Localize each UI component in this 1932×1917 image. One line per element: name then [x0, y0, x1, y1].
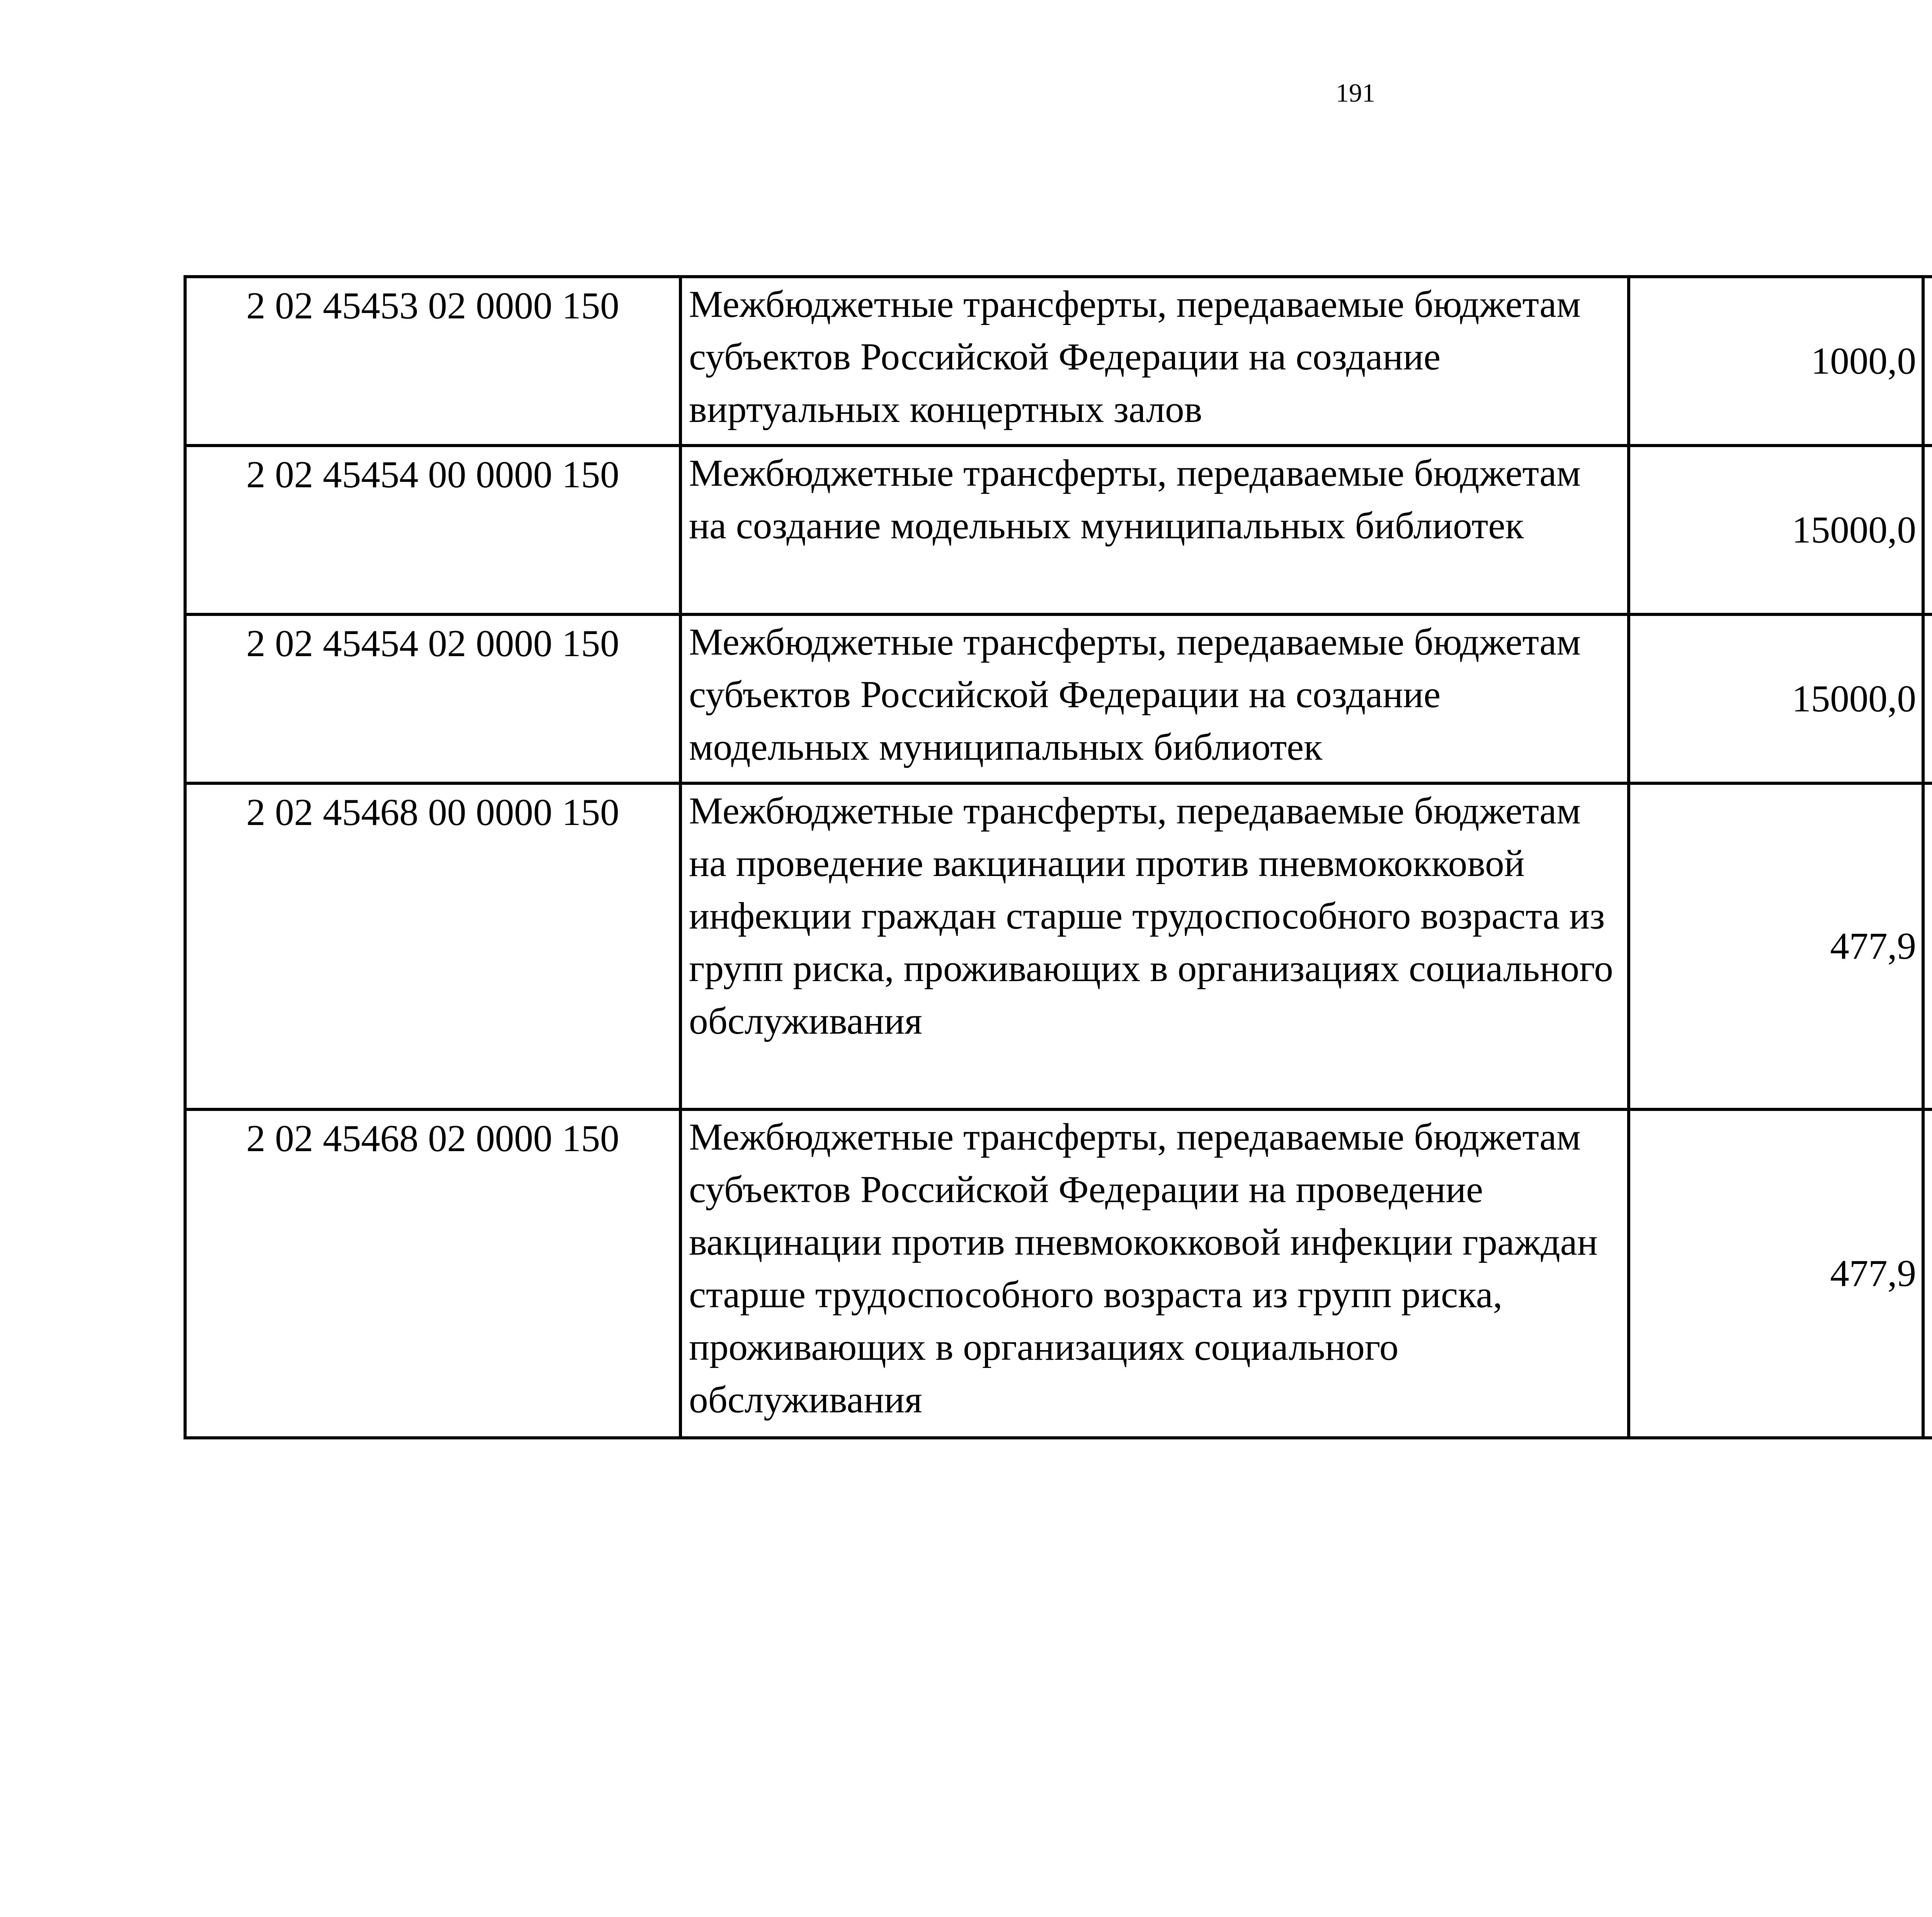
- budget-code-cell: 2 02 45468 00 0000 150: [185, 783, 680, 1109]
- page-number: 191: [1336, 78, 1375, 107]
- value-year1-cell: 477,9: [1629, 783, 1923, 1109]
- value-year1-cell: 15000,0: [1629, 446, 1923, 614]
- value-year1-cell: 477,9: [1629, 1109, 1923, 1438]
- description-cell: Межбюджетные трансферты, передаваемые бюджетам субъектов Российской Федерации на создание модельных муниципальных библиотек: [680, 614, 1629, 783]
- budget-code-cell: 2 02 45453 02 0000 150: [185, 277, 680, 446]
- table-row: [185, 277, 1932, 446]
- value-year2-cell: [1923, 446, 1932, 614]
- value-year2-cell: [1923, 277, 1932, 446]
- budget-code-cell: 2 02 45454 00 0000 150: [185, 446, 680, 614]
- table-row: [185, 783, 1932, 1109]
- value-year1-cell: 15000,0: [1629, 614, 1923, 783]
- value-year2-cell: [1923, 1109, 1932, 1438]
- description-cell: Межбюджетные трансферты, передаваемые бюджетам на проведение вакцинации против пневмококковой инфекции граждан старше трудоспособного возраста из групп риска, проживающих в организациях социального обслуживания: [680, 783, 1629, 1109]
- description-cell: Межбюджетные трансферты, передаваемые бюджетам субъектов Российской Федерации на проведение вакцинации против пневмококковой инфекции граждан старше трудоспособного возраста из групп риска, проживающих в организациях социального обслуживания: [680, 1109, 1629, 1438]
- table-row: [185, 614, 1932, 783]
- table-row: [185, 1109, 1932, 1438]
- budget-code-cell: 2 02 45454 02 0000 150: [185, 614, 680, 783]
- table-row: [185, 446, 1932, 614]
- value-year1-cell: 1000,0: [1629, 277, 1923, 446]
- budget-code-cell: 2 02 45468 02 0000 150: [185, 1109, 680, 1438]
- description-cell: Межбюджетные трансферты, передаваемые бюджетам субъектов Российской Федерации на создание виртуальных концертных залов: [680, 277, 1629, 446]
- description-cell: Межбюджетные трансферты, передаваемые бюджетам на создание модельных муниципальных библиотек: [680, 446, 1629, 614]
- value-year2-cell: [1923, 614, 1932, 783]
- budget-table: [184, 275, 1932, 1439]
- value-year2-cell: [1923, 783, 1932, 1109]
